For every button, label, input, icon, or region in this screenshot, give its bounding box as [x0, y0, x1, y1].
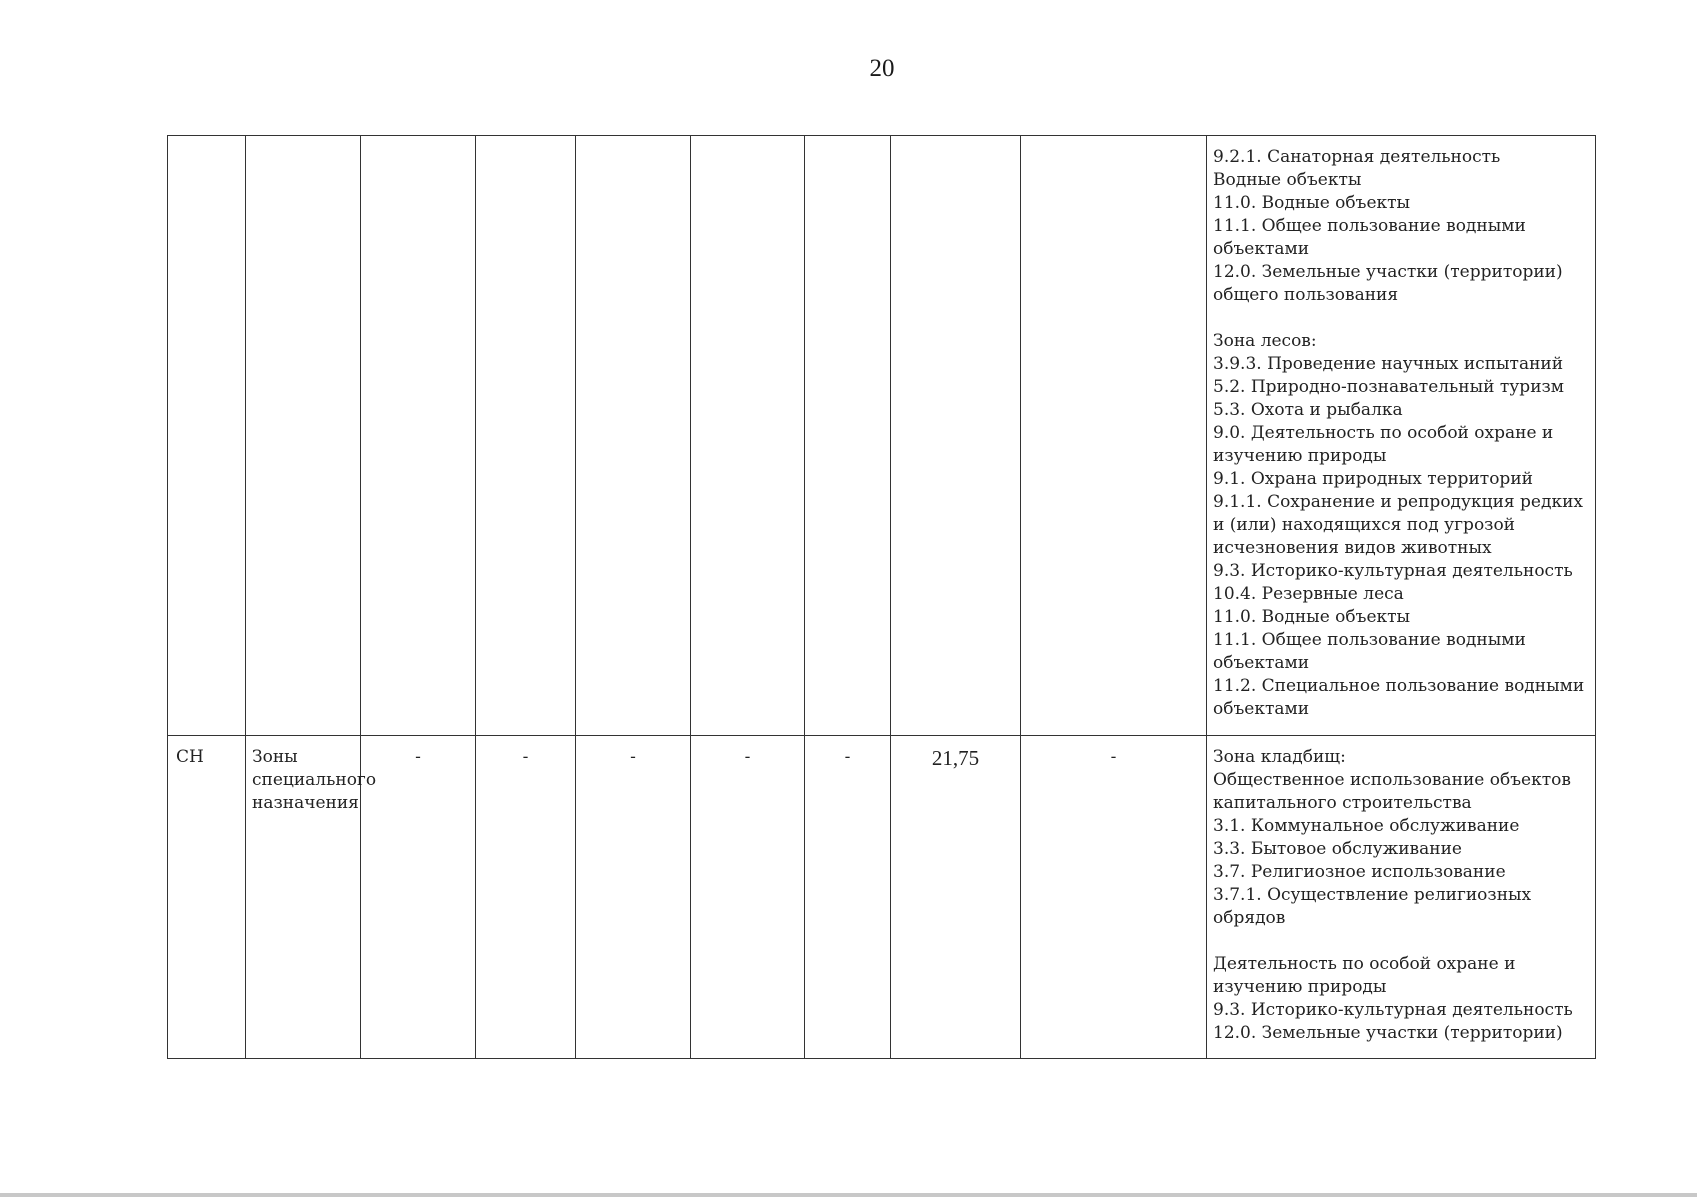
- cell-col9: [1021, 736, 1207, 1059]
- permitted-uses-text: 9.2.1. Санаторная деятельность Водные объекты 11.0. Водные объекты 11.1. Общее пользование водными объектами 12.0. Земельные участки (территории) общего пользования Зона лесов: 3.9.3. Проведение научных испытаний 5.2. Природно-познавательный туризм 5.3. Охота и рыбалка 9.0. Деятельность по особой охране и изучению природы 9.1. Охрана природных территорий 9.1.1. Сохранение и репродукция редких и (или) находящихся под угрозой исчезновения видов животных 9.3. Историко-культурная деятельность 10.4. Резервные леса 11.0. Водные объекты 11.1. Общее пользование водными объектами 11.2. Специальное пользование водными объектами: [1213, 147, 1585, 719]
- dash-value: -: [844, 747, 851, 767]
- cell-col3: [361, 736, 476, 1059]
- permitted-uses-text: Зона кладбищ: Общественное использование объектов капитального строительства 3.1. Коммунальное обслуживание 3.3. Бытовое обслуживание 3.7. Религиозное использование 3.7.1. Осуществление религиозных обрядов Деятельность по особой охране и изучению природы 9.3. Историко-культурная деятельность 12.0. Земельные участки (территории): [1213, 747, 1573, 1043]
- table-row-special-zones: [168, 736, 1596, 1059]
- cell-col6: [691, 736, 805, 1059]
- cell-col6-empty: [691, 136, 805, 736]
- cell-col5: [576, 736, 691, 1059]
- cell-col3-empty: [361, 136, 476, 736]
- cell-col5-empty: [576, 136, 691, 736]
- cell-code-empty: [168, 136, 246, 736]
- cell-col4-empty: [476, 136, 576, 736]
- zone-code: СН: [176, 747, 204, 767]
- area-value: 21,75: [931, 746, 980, 770]
- dash-value: -: [522, 747, 529, 767]
- dash-value: -: [1110, 747, 1117, 767]
- zone-name: Зоны специального назначения: [252, 747, 377, 813]
- page-number: 20: [869, 55, 895, 82]
- cell-zone-name: [246, 736, 377, 1059]
- scan-bottom-edge: [0, 1193, 1697, 1197]
- cell-code: [168, 736, 246, 1059]
- cell-col7: [805, 736, 891, 1059]
- cell-col4: [476, 736, 576, 1059]
- dash-value: -: [630, 747, 636, 767]
- cell-permitted-uses: [1207, 136, 1596, 736]
- cell-col7-empty: [805, 136, 891, 736]
- cell-col9-empty: [1021, 136, 1207, 736]
- cell-permitted-uses: [1207, 736, 1596, 1059]
- table-row-continuation: [168, 136, 1596, 736]
- cell-zone-name-empty: [246, 136, 361, 736]
- dash-value: -: [744, 747, 751, 767]
- cell-area-empty: [891, 136, 1021, 736]
- zones-table: [167, 135, 1596, 1059]
- dash-value: -: [415, 747, 421, 767]
- cell-area: [891, 736, 1021, 1059]
